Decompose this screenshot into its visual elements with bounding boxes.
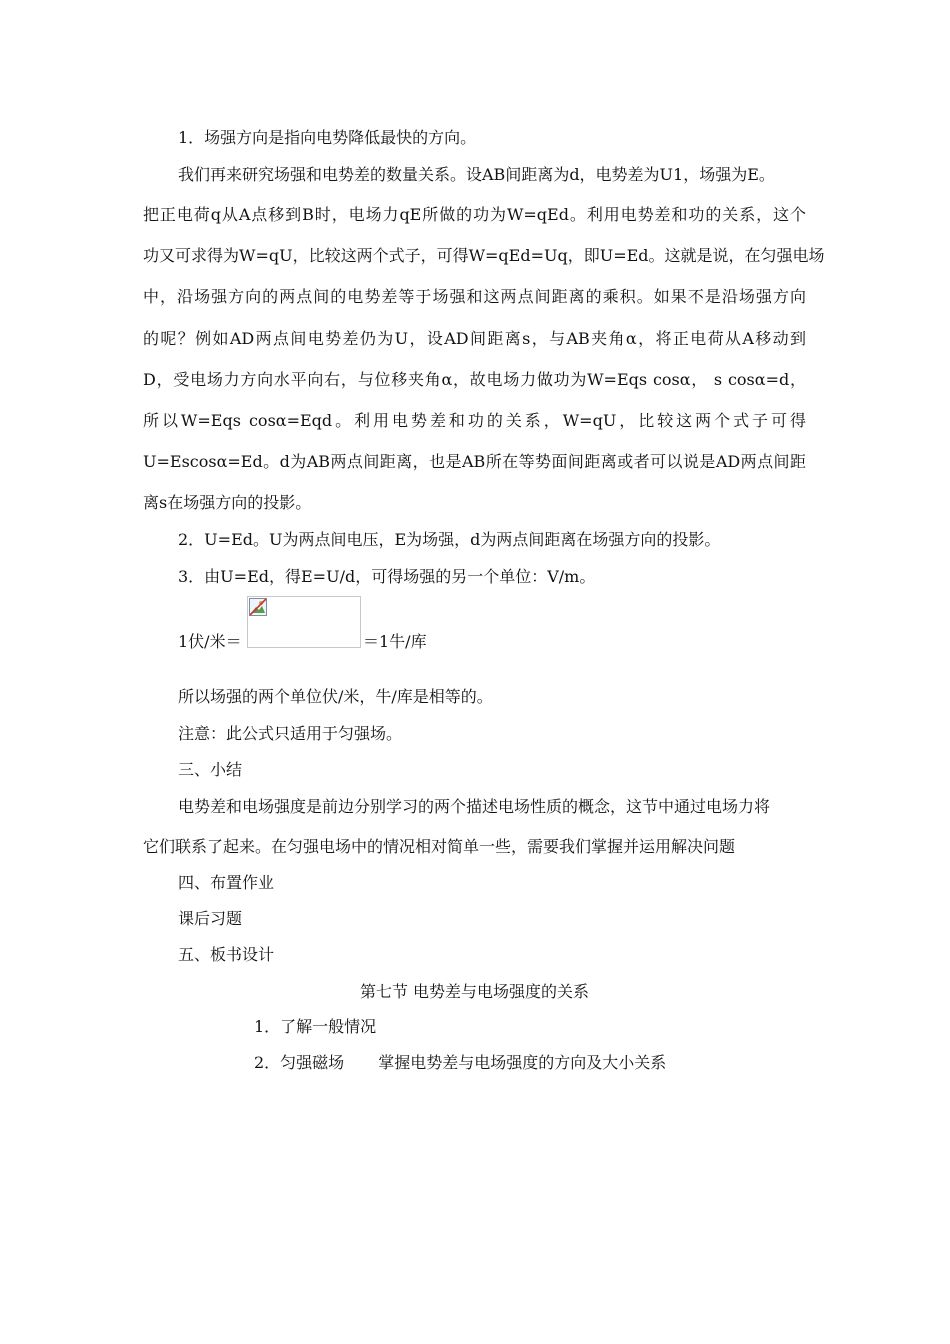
paragraph-line: 课后习题 bbox=[178, 909, 243, 928]
broken-image-placeholder bbox=[247, 596, 361, 648]
paragraph-line: D，受电场力方向水平向右，与位移夹角α，故电场力做功为W=Eqs cosα， s cosα=d， bbox=[143, 370, 806, 389]
paragraph-line: 中，沿场强方向的两点间的电势差等于场强和这两点间距离的乘积。如果不是沿场强方向 bbox=[143, 287, 806, 306]
paragraph-line: U=Escosα=Ed。d为AB两点间距离，也是AB所在等势面间距离或者可以说是AD两点间距 bbox=[143, 452, 806, 471]
paragraph-line: 我们再来研究场强和电势差的数量关系。设AB间距离为d，电势差为U1，场强为E。 bbox=[178, 165, 775, 184]
section-heading-summary: 三、小结 bbox=[178, 760, 243, 779]
board-item-2-detail: 掌握电势差与电场强度的方向及大小关系 bbox=[378, 1053, 667, 1072]
paragraph-line: 所以W=Eqs cosα=Eqd。利用电势差和功的关系，W=qU，比较这两个式子可得 bbox=[143, 411, 806, 430]
paragraph-line: 功又可求得为W=qU，比较这两个式子，可得W=qEd=Uq，即U=Ed。这就是说，在匀强电场 bbox=[143, 246, 825, 265]
note-line: 注意：此公式只适用于匀强场。 bbox=[178, 724, 403, 743]
board-item-1: 1．了解一般情况 bbox=[254, 1017, 377, 1036]
section-heading-homework: 四、布置作业 bbox=[178, 873, 275, 892]
board-item-2-label: 2．匀强磁场 bbox=[254, 1053, 345, 1072]
paragraph-point-1: 1．场强方向是指向电势降低最快的方向。 bbox=[178, 128, 477, 147]
formula-right: ＝1牛/库 bbox=[363, 632, 427, 651]
paragraph-point-2: 2．U=Ed。U为两点间电压，E为场强，d为两点间距离在场强方向的投影。 bbox=[178, 530, 721, 549]
paragraph-line: 它们联系了起来。在匀强电场中的情况相对简单一些，需要我们掌握并运用解决问题 bbox=[143, 837, 736, 856]
board-title: 第七节 电势差与电场强度的关系 bbox=[359, 982, 590, 1001]
formula-left: 1伏/米＝ bbox=[178, 632, 242, 651]
section-heading-board: 五、板书设计 bbox=[178, 945, 275, 964]
broken-image-icon bbox=[249, 598, 267, 616]
paragraph-line: 所以场强的两个单位伏/米，牛/库是相等的。 bbox=[178, 687, 493, 706]
board-item-2 bbox=[254, 1053, 666, 1073]
paragraph-line: 电势差和电场强度是前边分别学习的两个描述电场性质的概念，这节中通过电场力将 bbox=[178, 797, 771, 816]
paragraph-line: 离s在场强方向的投影。 bbox=[143, 493, 312, 512]
paragraph-point-3: 3．由U=Ed，得E=U/d，可得场强的另一个单位：V/m。 bbox=[178, 567, 596, 586]
paragraph-line: 的呢？例如AD两点间电势差仍为U，设AD间距离s，与AB夹角α，将正电荷从A移动到 bbox=[143, 329, 806, 348]
paragraph-line: 把正电荷q从A点移到B时，电场力qE所做的功为W=qEd。利用电势差和功的关系，这个 bbox=[143, 205, 806, 224]
